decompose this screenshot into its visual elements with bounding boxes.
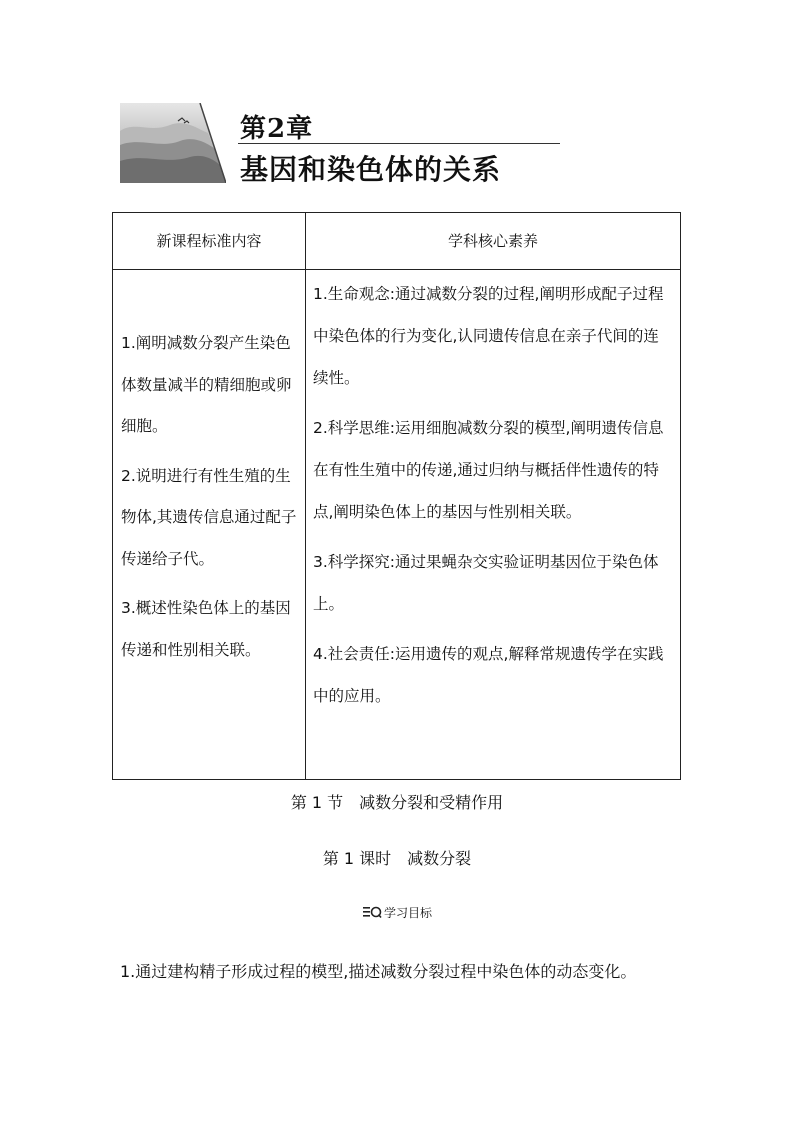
chapter-title: 基因和染色体的关系 — [240, 153, 502, 186]
competency-item: 2.科学思维:运用细胞减数分裂的模型,阐明遗传信息在有性生殖中的传递,通过归纳与概括伴性遗传的特点,阐明染色体上的基因与性别相关联。 — [313, 419, 664, 521]
table-header-standards: 新课程标准内容 — [156, 232, 262, 250]
standard-item: 1.阐明减数分裂产生染色体数量减半的精细胞或卵细胞。 — [121, 334, 292, 435]
learning-objectives-heading — [0, 904, 794, 921]
standard-item: 3.概述性染色体上的基因传递和性别相关联。 — [121, 599, 291, 659]
table-column-divider — [305, 213, 306, 779]
competency-item: 3.科学探究:通过果蝇杂交实验证明基因位于染色体上。 — [313, 553, 659, 613]
objective-item: 1.通过建构精子形成过程的模型,描述减数分裂过程中染色体的动态变化。 — [120, 962, 637, 981]
chapter-divider — [238, 143, 560, 144]
lesson-title: 第 1 课时 减数分裂 — [322, 849, 472, 868]
standards-column — [121, 323, 301, 679]
competency-item: 1.生命观念:通过减数分裂的过程,阐明形成配子过程中染色体的行为变化,认同遗传信息在亲子代间的连续性。 — [313, 285, 664, 387]
chapter-number: 第2章 — [240, 114, 314, 144]
table-header-divider — [113, 269, 680, 270]
table-header-competencies: 学科核心素养 — [447, 232, 538, 250]
competency-item: 4.社会责任:运用遗传的观点,解释常规遗传学在实践中的应用。 — [313, 645, 664, 705]
section-title: 第 1 节 减数分裂和受精作用 — [290, 793, 504, 812]
curriculum-table — [112, 212, 681, 780]
chapter-banner-image — [120, 103, 226, 183]
objectives-list — [120, 952, 680, 992]
competencies-column — [313, 273, 674, 725]
standard-item: 2.说明进行有性生殖的生物体,其遗传信息通过配子传递给子代。 — [121, 466, 297, 568]
objectives-label: 学习目标 — [383, 906, 432, 920]
objectives-badge-icon — [362, 905, 382, 919]
